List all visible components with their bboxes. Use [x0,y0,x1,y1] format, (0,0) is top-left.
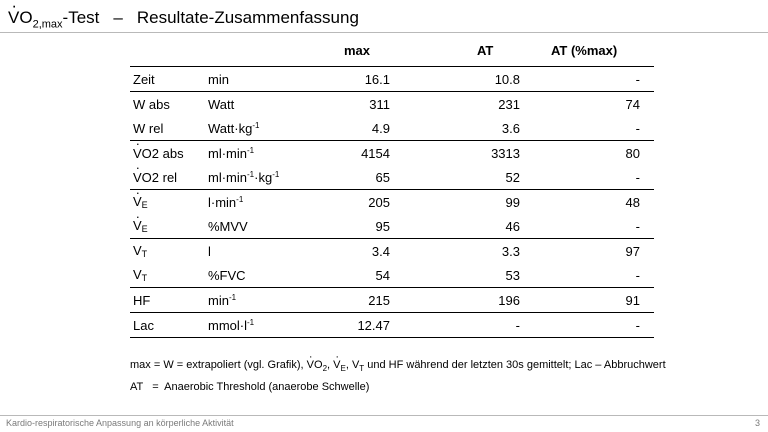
table-row [130,116,654,141]
table-row [130,190,654,215]
unit-cell: Watt [208,92,330,117]
slide-title [8,8,359,30]
title-o: O [19,8,33,27]
footer-divider [0,415,768,416]
max-cell: 12.47 [330,313,390,338]
at-pct-cell: - [635,169,640,185]
table-row [130,141,654,166]
max-cell: 3.4 [330,239,390,264]
table-row [130,67,654,92]
param-cell: Zeit [130,67,208,92]
at-cell: 46 [505,218,520,234]
title-subscript: 2,max [32,18,63,31]
table-row [130,263,654,288]
max-cell: 16.1 [330,67,390,92]
max-cell: 205 [330,190,390,215]
at-pct-cell: - [635,120,640,136]
param-cell: Lac [130,313,208,338]
unit-cell: $ml\cdot\min^{-1}\cdot kg^{-1}$ [208,169,280,185]
footer-text: Kardio-respiratorische Anpassung an körperliche Aktivität [6,418,234,428]
max-cell: 54 [375,267,390,283]
at-pct-cell: 48 [520,190,654,215]
col-header-max: max [344,43,371,58]
param-cell: HF [130,288,208,313]
at-pct-cell: 97 [520,239,654,264]
param-cell: $V_T$ [133,267,148,283]
col-header-at: AT [477,43,494,58]
table-row [130,214,654,239]
at-cell: 3.3 [390,239,520,264]
page-number: 3 [754,418,760,428]
at-pct-cell: - [520,313,654,338]
at-pct-cell: 91 [520,288,654,313]
at-cell: 52 [505,169,520,185]
note-line-2: AT = Anaerobic Threshold (anaerobe Schwelle) [130,381,370,393]
results-table [130,66,654,338]
unit-cell: $\min^{-1}$ [208,288,330,313]
param-cell: · VO2 abs [130,141,208,166]
at-pct-cell: 74 [520,92,654,117]
unit-cell: l [208,239,330,264]
max-cell: 4.9 [371,120,390,136]
at-pct-cell: - [520,67,654,92]
at-pct-cell: 80 [520,141,654,166]
unit-cell: $ml\cdot\min^{-1}$ [208,141,330,166]
at-cell: 99 [390,190,520,215]
unit-cell: %MVV [208,218,248,234]
max-cell: 65 [375,169,390,185]
title-text: Resultate-Zusammenfassung [136,8,359,27]
at-pct-cell: - [635,218,640,234]
table-row [130,239,654,264]
unit-cell: $l\cdot\min^{-1}$ [208,190,330,215]
param-cell: $V_T$ [130,239,208,264]
param-cell: · $V_E$ [130,190,208,215]
table-row [130,165,654,190]
at-cell: 10.8 [390,67,520,92]
title-dash: – [113,8,123,27]
at-cell: 231 [390,92,520,117]
max-cell: 215 [330,288,390,313]
max-cell: 311 [330,92,390,117]
unit-cell: $Watt\cdot kg^{-1}$ [208,120,260,136]
title-suffix: -Test [62,8,100,27]
max-cell: 95 [375,218,390,234]
title-divider [0,32,768,33]
unit-cell: $mmol\cdot l^{-1}$ [208,313,330,338]
param-cell: W abs [130,92,208,117]
at-cell: 53 [505,267,520,283]
max-cell: 4154 [330,141,390,166]
at-cell: 3.6 [501,120,520,136]
table-row [130,92,654,117]
unit-cell: %FVC [208,267,246,283]
col-header-at-pct: AT (%max) [551,43,618,58]
unit-cell: min [208,67,330,92]
param-cell: W rel [133,120,164,136]
at-pct-cell: - [635,267,640,283]
note-line-1: max = W = extrapoliert (vgl. Grafik), · $VO_2$, · $V_E$, $V_T$ und HF während der letzten 30s gemittelt; Lac – Abbruchwert [130,359,666,373]
title-v-dot: · V [8,8,19,28]
at-cell: - [390,313,520,338]
param-cell: · VO2 rel [130,165,208,190]
at-cell: 196 [390,288,520,313]
table-row [130,313,654,338]
at-cell: 3313 [390,141,520,166]
table-row [130,288,654,313]
param-cell: · $V_E$ [130,214,208,239]
